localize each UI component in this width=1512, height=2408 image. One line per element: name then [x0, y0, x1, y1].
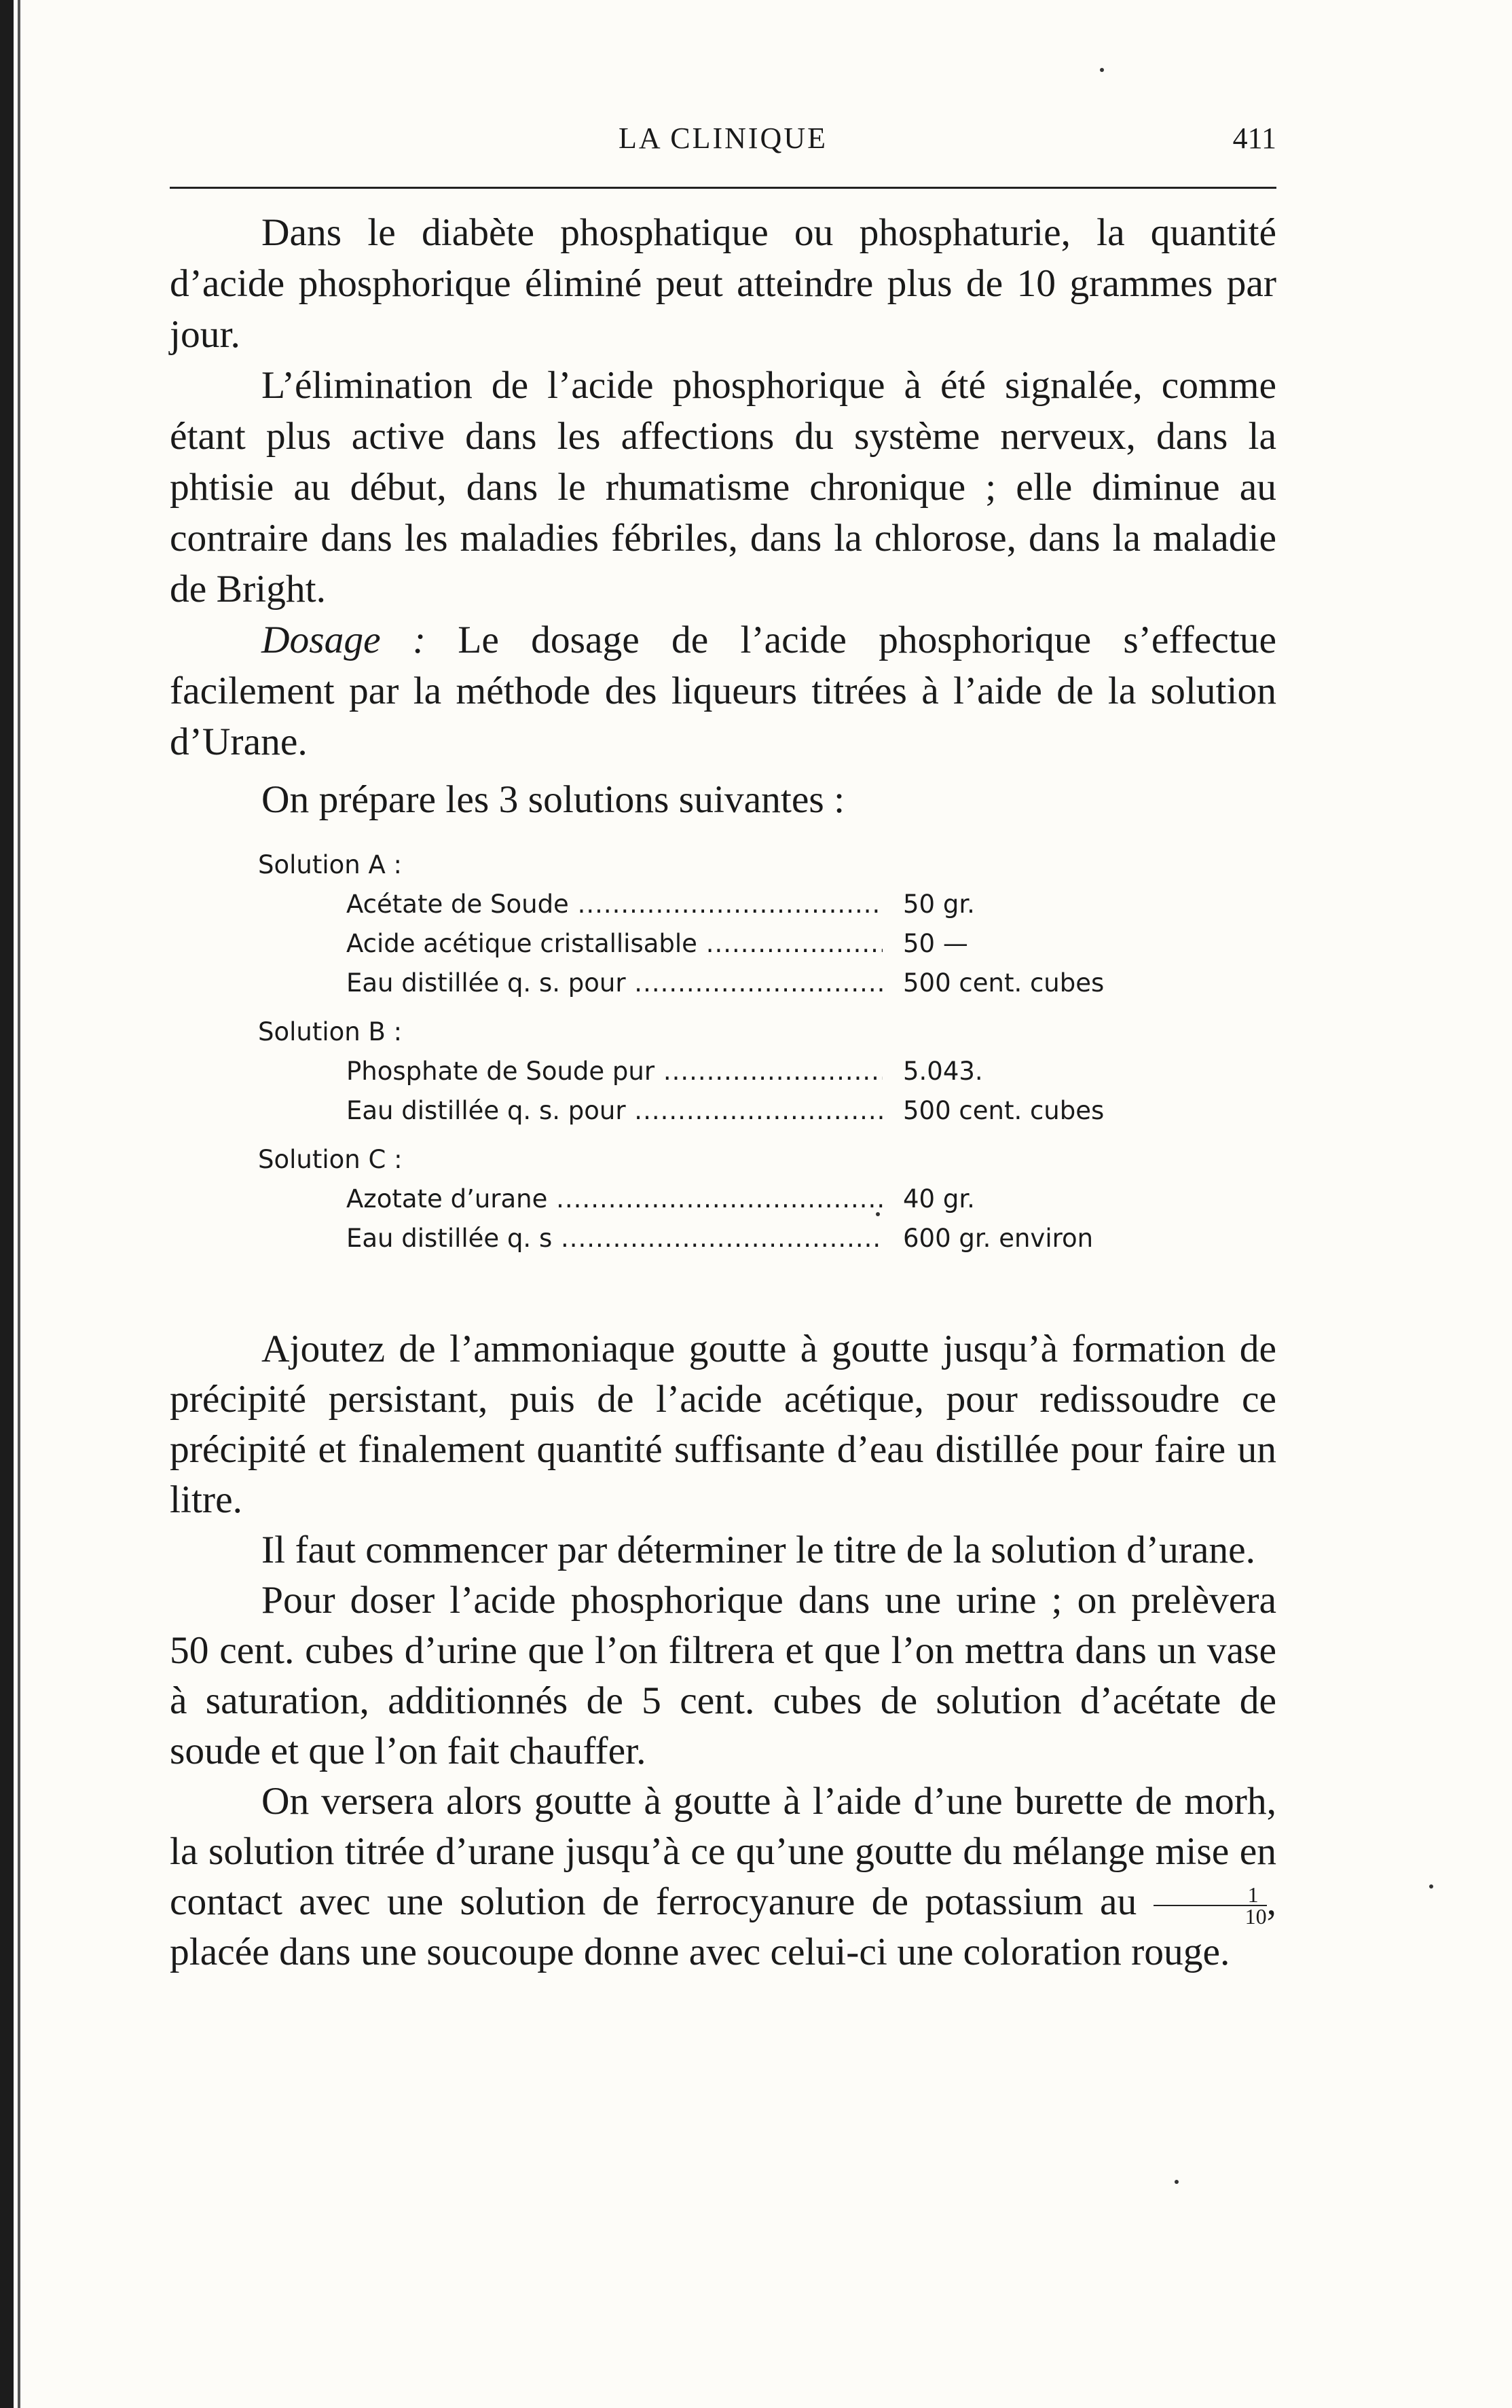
ingredient-amount: 50 gr. — [903, 890, 975, 919]
ingredient-row — [346, 1180, 1276, 1219]
paper-speck — [1429, 1884, 1433, 1889]
paragraph: L’élimination de l’acide phosphorique à été signalée, comme étant plus active dans les affections du système nerveux, dans la phtisie au début, dans le rhumatisme chronique ; elle diminue au contraire dans les maladies fébriles, dans la chlorose, dans la maladie de Bright. — [170, 364, 1276, 610]
ingredient-row — [346, 964, 1276, 1003]
page-number: 411 — [1232, 122, 1276, 155]
ingredient-name: Acétate de Soude ..... — [346, 885, 883, 924]
ingredient-name: Phosphate de Soude pur ..... — [346, 1052, 883, 1091]
ingredient-amount: 500 cent. cubes — [903, 968, 1105, 998]
fraction-numerator: 1 — [1154, 1884, 1267, 1906]
paper-speck — [1175, 2180, 1179, 2184]
dosage-text: Le dosage de l’acide phosphorique s’effectue facilement par la méthode des liqueurs titrées à l’aide de la solution d’Urane. — [170, 619, 1276, 763]
body-text-top — [170, 207, 1276, 825]
paragraph: Dans le diabète phosphatique ou phosphaturie, la quantité d’acide phosphorique éliminé peut atteindre plus de 10 grammes par jour. — [170, 211, 1276, 356]
ingredient-row — [346, 1219, 1276, 1258]
ingredient-row — [346, 885, 1276, 924]
paragraph: Ajoutez de l’ammoniaque goutte à goutte jusqu’à formation de précipité persistant, puis de l’acide acétique, pour redissoudre ce précipité et finalement quantité suffisante d’eau distillée pour faire un litre. — [170, 1328, 1276, 1521]
fraction-denominator: 10 — [1244, 1903, 1267, 1929]
page-header — [170, 115, 1276, 163]
ingredient-amount: 600 gr. environ — [903, 1224, 1094, 1253]
solution-title: Solution B : — [258, 1017, 403, 1046]
ingredient-name: Eau distillée q. s. pour ..... — [346, 964, 883, 1003]
dosage-paragraph — [170, 615, 1276, 767]
paragraph-text: On versera alors goutte à goutte à l’aide d’une burette de morh, la solution titrée d’urane jusqu’à ce qu’une goutte du mélange mise en contact avec une solution de ferrocyanure de potassium au — [170, 1780, 1276, 1923]
solution-title: Solution C : — [258, 1145, 403, 1174]
paragraph — [170, 1776, 1276, 1977]
paragraph: Il faut commencer par déterminer le titre de la solution d’urane. — [261, 1529, 1256, 1571]
ingredient-name: Azotate d’urane ..... — [346, 1180, 883, 1219]
running-title: LA CLINIQUE — [619, 122, 828, 155]
paragraph: Pour doser l’acide phosphorique dans une urine ; on prelèvera 50 cent. cubes d’urine que l’on filtrera et que l’on mettra dans un vase à saturation, additionnés de 5 cent. cubes de solution d’acétate de soude et que l’on fait chauffer. — [170, 1579, 1276, 1772]
ingredient-amount: 5.043. — [903, 1057, 983, 1086]
book-spine-line — [18, 0, 20, 2408]
ingredient-amount: 500 cent. cubes — [903, 1096, 1105, 1125]
paper-speck — [876, 1212, 880, 1216]
ingredient-row — [346, 1091, 1276, 1131]
solutions-intro: On prépare les 3 solutions suivantes : — [261, 778, 845, 821]
body-text-bottom — [170, 1324, 1276, 1977]
fraction — [1154, 1884, 1267, 1927]
solutions-list — [258, 845, 1276, 1258]
dosage-label: Dosage : — [261, 619, 426, 661]
header-rule — [170, 187, 1276, 189]
ingredient-amount: 40 gr. — [903, 1184, 975, 1214]
ingredient-row — [346, 1052, 1276, 1091]
solution-title: Solution A : — [258, 850, 403, 879]
paragraph-text: , placée dans une soucoupe donne avec celui-ci une coloration rouge. — [170, 1880, 1276, 1973]
ingredient-row — [346, 924, 1276, 964]
ingredient-name: Acide acétique cristallisable ..... — [346, 924, 883, 964]
ingredient-amount: 50 — — [903, 929, 968, 958]
paper-speck — [1100, 68, 1104, 72]
book-spine-edge — [0, 0, 14, 2408]
ingredient-name: Eau distillée q. s ..... — [346, 1219, 883, 1258]
ingredient-name: Eau distillée q. s. pour ..... — [346, 1091, 883, 1131]
